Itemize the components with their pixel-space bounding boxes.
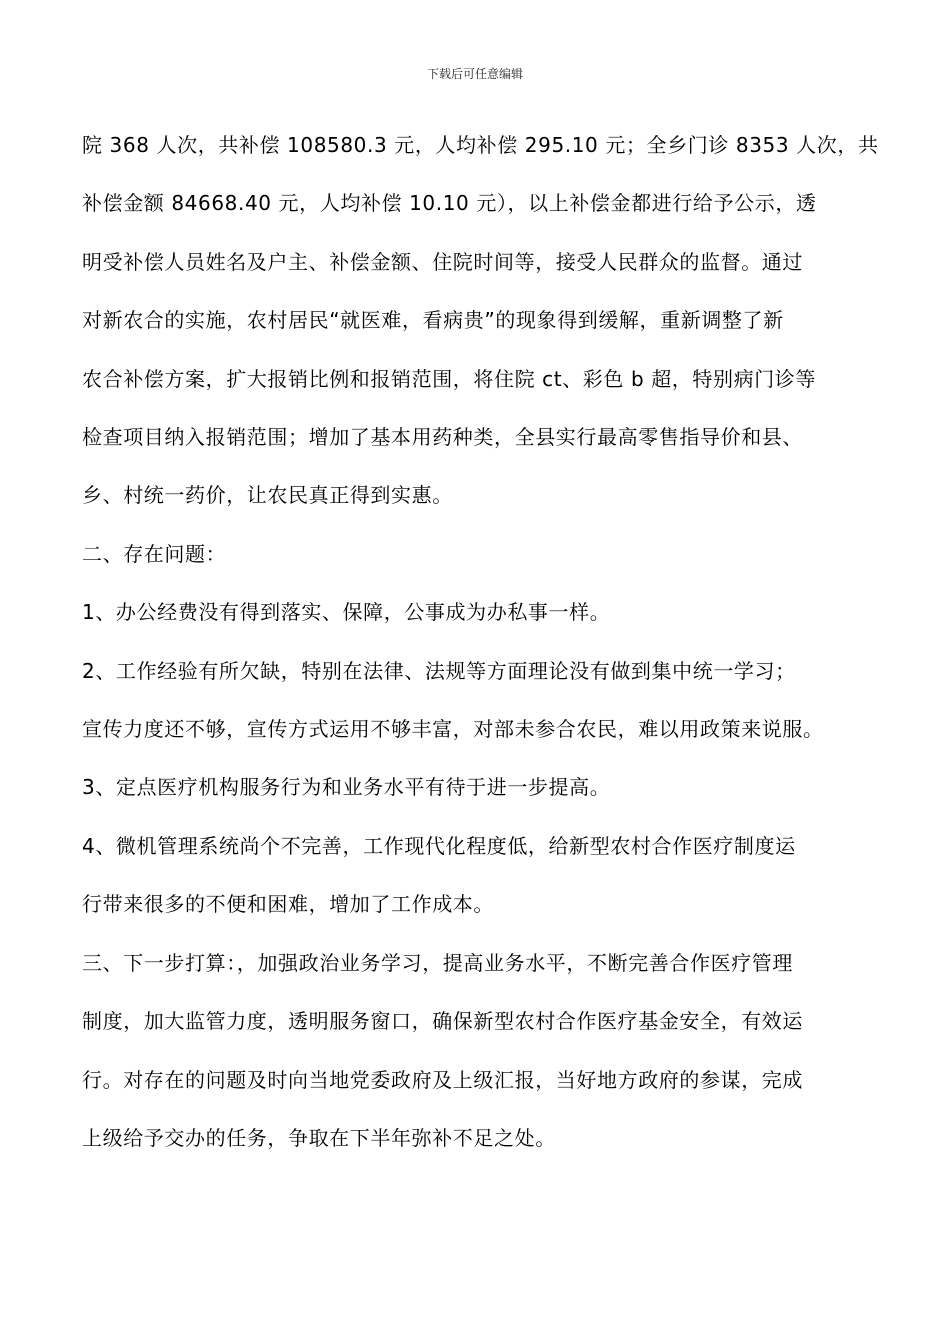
text-line: 明受补偿人员姓名及户主、补偿金额、住院时间等，接受人民群众的监督。通过 (82, 249, 803, 274)
document-body (82, 116, 882, 1167)
text-line: 行带来很多的不便和困难，增加了工作成本。 (82, 892, 494, 917)
section-heading-problems: 二、存在问题： (82, 541, 227, 566)
text-line: 乡、村统一药价，让农民真正得到实惠。 (82, 483, 453, 508)
text-line: 补偿金额 84668.40 元，人均补偿 10.10 元），以上补偿金都进行给予公示，透 (82, 191, 817, 216)
text-line: 农合补偿方案，扩大报销比例和报销范围，将住院 ct、彩色 b 超，特别病门诊等 (82, 366, 817, 391)
list-item: 4、微机管理系统尚个不完善，工作现代化程度低，给新型农村合作医疗制度运 (82, 833, 796, 858)
text-line: 检查项目纳入报销范围；增加了基本用药种类，全县实行最高零售指导价和县、 (82, 425, 803, 450)
list-item: 3、定点医疗机构服务行为和业务水平有待于进一步提高。 (82, 775, 611, 800)
section-heading-next-steps: 三、下一步打算：，加强政治业务学习，提高业务水平，不断完善合作医疗管理 (82, 950, 793, 975)
text-line: 上级给予交办的任务，争取在下半年弥补不足之处。 (82, 1125, 556, 1150)
text-line: 宣传力度还不够，宣传方式运用不够丰富，对部未参合农民，难以用政策来说服。 (82, 717, 824, 742)
text-line: 制度，加大监管力度，透明服务窗口，确保新型农村合作医疗基金安全，有效运 (82, 1009, 803, 1034)
text-line: 院 368 人次，共补偿 108580.3 元，人均补偿 295.10 元；全乡门诊 8353 人次，共 (82, 133, 879, 157)
text-line: 行。对存在的问题及时向当地党委政府及上级汇报，当好地方政府的参谋，完成 (82, 1067, 803, 1092)
text-line: 对新农合的实施，农村居民“就医难，看病贵”的现象得到缓解，重新调整了新 (82, 308, 784, 333)
page-header-note: 下载后可任意编辑 (426, 67, 523, 81)
list-item: 1、办公经费没有得到落实、保障，公事成为办私事一样。 (82, 600, 611, 625)
list-item: 2、工作经验有所欠缺，特别在法律、法规等方面理论没有做到集中统一学习； (82, 658, 796, 683)
